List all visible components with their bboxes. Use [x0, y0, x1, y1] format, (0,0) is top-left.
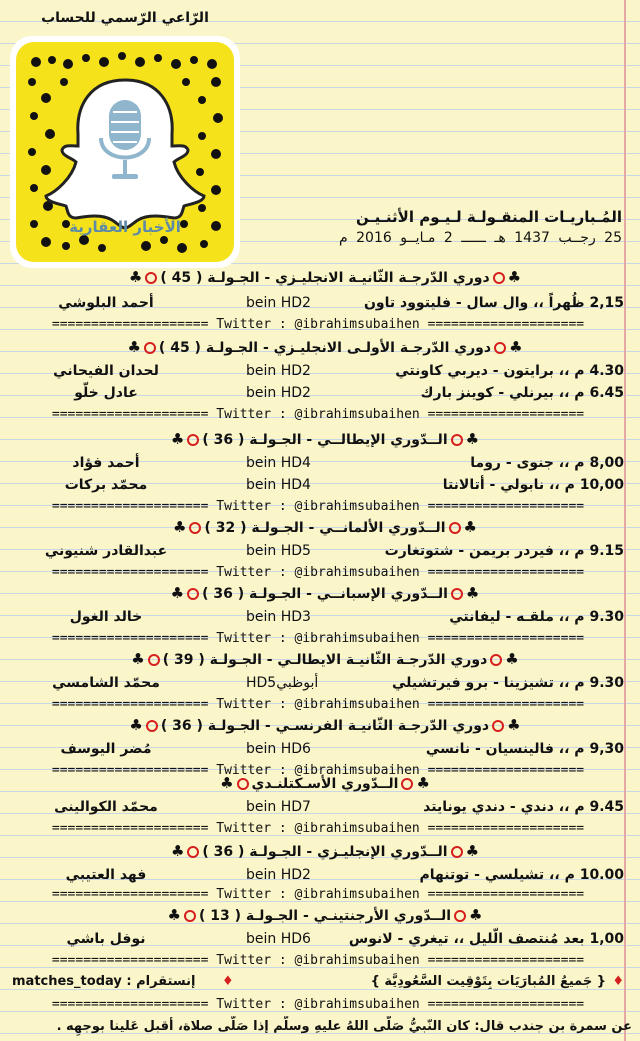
league-header: ♣الــدّوري الإيطالــي - الجـولـة ( 36 )♣ [170, 430, 480, 448]
twitter-separator: ==================== Twitter : @ibrahimsubaihen ==================== [51, 631, 585, 646]
match-commentator: لحدان الفيحاني [53, 363, 159, 379]
match-channel: bein HD2 [246, 295, 311, 311]
league-header: ♣الــدّوري الأسـكتلنـدي♣ [220, 774, 430, 792]
red-circle-icon [451, 588, 463, 600]
match-row [16, 382, 624, 404]
footer-info [8, 970, 630, 994]
club-suit-icon: ♣ [463, 518, 477, 536]
league-header: ♣دوري الدّرجـة الثّانيـة الفرنسـي - الجـولـة ( 36 )♣ [129, 716, 521, 734]
red-circle-icon [454, 910, 466, 922]
league-header: ♣دوري الدّرجـة الأولـى الانجليـزي - الجـولـة ( 45 )♣ [127, 338, 523, 356]
match-commentator: محمّد بركات [64, 477, 148, 493]
match-channel: bein HD6 [246, 741, 311, 757]
diamond-icon: ♦ [222, 974, 234, 989]
red-circle-icon [187, 434, 199, 446]
club-suit-icon: ♣ [128, 268, 143, 286]
club-suit-icon: ♣ [469, 906, 483, 924]
match-commentator: عبدالقادر شنيوني [44, 543, 168, 559]
match-row [16, 796, 624, 818]
match-channel: bein HD5 [246, 543, 311, 559]
club-suit-icon: ♣ [509, 338, 523, 356]
match-row [16, 738, 624, 760]
red-circle-icon [187, 846, 199, 858]
match-fixture: 9,30 م ،، فالينسيان - نانسي [425, 741, 624, 757]
club-suit-icon: ♣ [507, 716, 521, 734]
twitter-separator: ==================== Twitter : @ibrahimsubaihen ==================== [51, 317, 585, 332]
match-fixture: 9.30 م ،، تشيزينا - برو فيرتشيلي [391, 675, 624, 691]
club-suit-icon: ♣ [505, 650, 519, 668]
match-row [16, 928, 624, 950]
club-suit-icon: ♣ [173, 518, 187, 536]
page-title: المُـباريـات المنقـولـة لـيـوم الأثنـيـن [356, 208, 622, 226]
match-row [16, 292, 624, 314]
twitter-separator: ==================== Twitter : @ibrahimsubaihen ==================== [51, 997, 585, 1012]
match-fixture: 2,15 ظُهراً ،، وال سال - فليتوود تاون [363, 295, 624, 311]
club-suit-icon: ♣ [170, 842, 185, 860]
red-circle-icon [237, 778, 249, 790]
red-circle-icon [449, 522, 461, 534]
twitter-separator: ==================== Twitter : @ibrahimsubaihen ==================== [51, 887, 585, 902]
twitter-separator: ==================== Twitter : @ibrahimsubaihen ==================== [51, 697, 585, 712]
red-circle-icon [187, 588, 199, 600]
match-fixture: 10,00 م ،، نابولي - أتالانتا [442, 477, 624, 493]
diamond-icon: ♦ [612, 974, 624, 989]
match-commentator: محمّد الشامسي [52, 675, 160, 691]
red-circle-icon [451, 434, 463, 446]
match-row [16, 474, 624, 496]
brand-name: الأخبار العقارية [69, 218, 181, 236]
match-channel: bein HD2 [246, 385, 311, 401]
red-circle-icon [189, 522, 201, 534]
club-suit-icon: ♣ [131, 650, 145, 668]
hadith-quote: عن سمرة بن جندب قال: كان النّبيُّ صَلّى اللهُ عليهِ وسلّم إذا صَلّى صلاة، أقبل عَلينا بوجهِه . [56, 1019, 632, 1034]
twitter-separator: ==================== Twitter : @ibrahimsubaihen ==================== [51, 499, 585, 514]
club-suit-icon: ♣ [465, 842, 480, 860]
red-circle-icon [451, 846, 463, 858]
match-channel: bein HD3 [246, 609, 311, 625]
club-suit-icon: ♣ [129, 716, 143, 734]
league-header: ♣دوري الدّرجـة الثّانيـة الانجليـزي - الجـولـة ( 45 )♣ [128, 268, 522, 286]
twitter-separator: ==================== Twitter : @ibrahimsubaihen ==================== [51, 407, 585, 422]
match-fixture: 9.45 م ،، دندي - دندي يونايتد [423, 799, 624, 815]
instagram-handle: matches_today : إنستقرام [12, 974, 196, 989]
red-circle-icon [148, 654, 160, 666]
match-row [16, 540, 624, 562]
match-channel: bein HD2 [246, 363, 311, 379]
red-circle-icon [490, 654, 502, 666]
club-suit-icon: ♣ [127, 338, 141, 356]
red-circle-icon [493, 272, 505, 284]
club-suit-icon: ♣ [465, 584, 480, 602]
match-row [16, 452, 624, 474]
league-header: ♣دوري الدّرجـة الثّانيـة الايطالـي - الجـولـة ( 39 )♣ [131, 650, 519, 668]
match-channel: bein HD4 [246, 455, 311, 471]
red-circle-icon [145, 272, 157, 284]
league-header: ♣الــدّوري الإسبانــي - الجـولـة ( 36 )♣ [170, 584, 480, 602]
club-suit-icon: ♣ [170, 430, 185, 448]
snapcode-logo [10, 36, 240, 268]
league-header: ♣الــدّوري الإنجليـزي - الجـولـة ( 36 )♣ [170, 842, 480, 860]
match-commentator: نوفل باشي [66, 931, 146, 947]
match-commentator: أحمد فؤاد [72, 455, 140, 471]
club-suit-icon: ♣ [465, 430, 480, 448]
match-commentator: مُضر اليوسف [60, 741, 152, 757]
sponsor-caption: الرّاعي الرّسمي للحساب [41, 10, 209, 26]
match-row [16, 864, 624, 886]
club-suit-icon: ♣ [416, 774, 430, 792]
league-header: ♣الــدّوري الأرجنتينـي - الجـولـة ( 13 )♣ [167, 906, 483, 924]
twitter-separator: ==================== Twitter : @ibrahimsubaihen ==================== [51, 953, 585, 968]
match-fixture: 8,00 م ،، جنوى - روما [470, 455, 624, 471]
club-suit-icon: ♣ [507, 268, 522, 286]
red-circle-icon [401, 778, 413, 790]
timezone-note: { جَميعُ المُبارَيَات بِتَوْقِيت السَّعُودِيَّة } [370, 974, 606, 989]
club-suit-icon: ♣ [167, 906, 181, 924]
match-fixture: 10.00 م ،، تشيلسي - توتنهام [419, 867, 624, 883]
red-circle-icon [184, 910, 196, 922]
match-commentator: أحمد البلوشي [58, 295, 154, 311]
match-commentator: محمّد الكوالينى [54, 799, 158, 815]
match-fixture: 1,00 بعد مُنتصف الّليل ،، تيغري - لانوس [348, 931, 624, 947]
red-circle-icon [144, 342, 156, 354]
match-channel: bein HD7 [246, 799, 311, 815]
match-channel: HD5أبوظبي [246, 675, 319, 691]
match-commentator: فهد العتيبي [65, 867, 147, 883]
twitter-separator: ==================== Twitter : @ibrahimsubaihen ==================== [51, 821, 585, 836]
match-row [16, 606, 624, 628]
twitter-separator: ==================== Twitter : @ibrahimsubaihen ==================== [51, 565, 585, 580]
match-commentator: عادل خلّو [74, 385, 138, 401]
club-suit-icon: ♣ [170, 584, 185, 602]
red-circle-icon [492, 720, 504, 732]
date-line: 25 رجــب 1437 هـ ــــــ 2 مـايــو 2016 م [339, 230, 622, 246]
match-fixture: 9.15 م ،، فيردر بريمن - شتوتغارت [384, 543, 624, 559]
twitter-separator: ==================== Twitter : @ibrahimsubaihen ==================== [51, 763, 585, 778]
match-fixture: 6.45 م ،، بيرنلي - كوينز بارك [420, 385, 624, 401]
league-header: ♣الــدّوري الألمانــي - الجـولـة ( 32 )♣ [173, 518, 477, 536]
match-channel: bein HD6 [246, 931, 311, 947]
match-channel: bein HD2 [246, 867, 311, 883]
match-row [16, 672, 624, 694]
match-fixture: 4.30 م ،، برايتون - ديربي كاونتي [395, 363, 624, 379]
match-row [16, 360, 624, 382]
match-commentator: خالد الغول [69, 609, 143, 625]
red-circle-icon [146, 720, 158, 732]
club-suit-icon: ♣ [220, 774, 234, 792]
match-fixture: 9.30 م ،، ملقـه - ليفانتي [449, 609, 624, 625]
match-channel: bein HD4 [246, 477, 311, 493]
red-circle-icon [494, 342, 506, 354]
